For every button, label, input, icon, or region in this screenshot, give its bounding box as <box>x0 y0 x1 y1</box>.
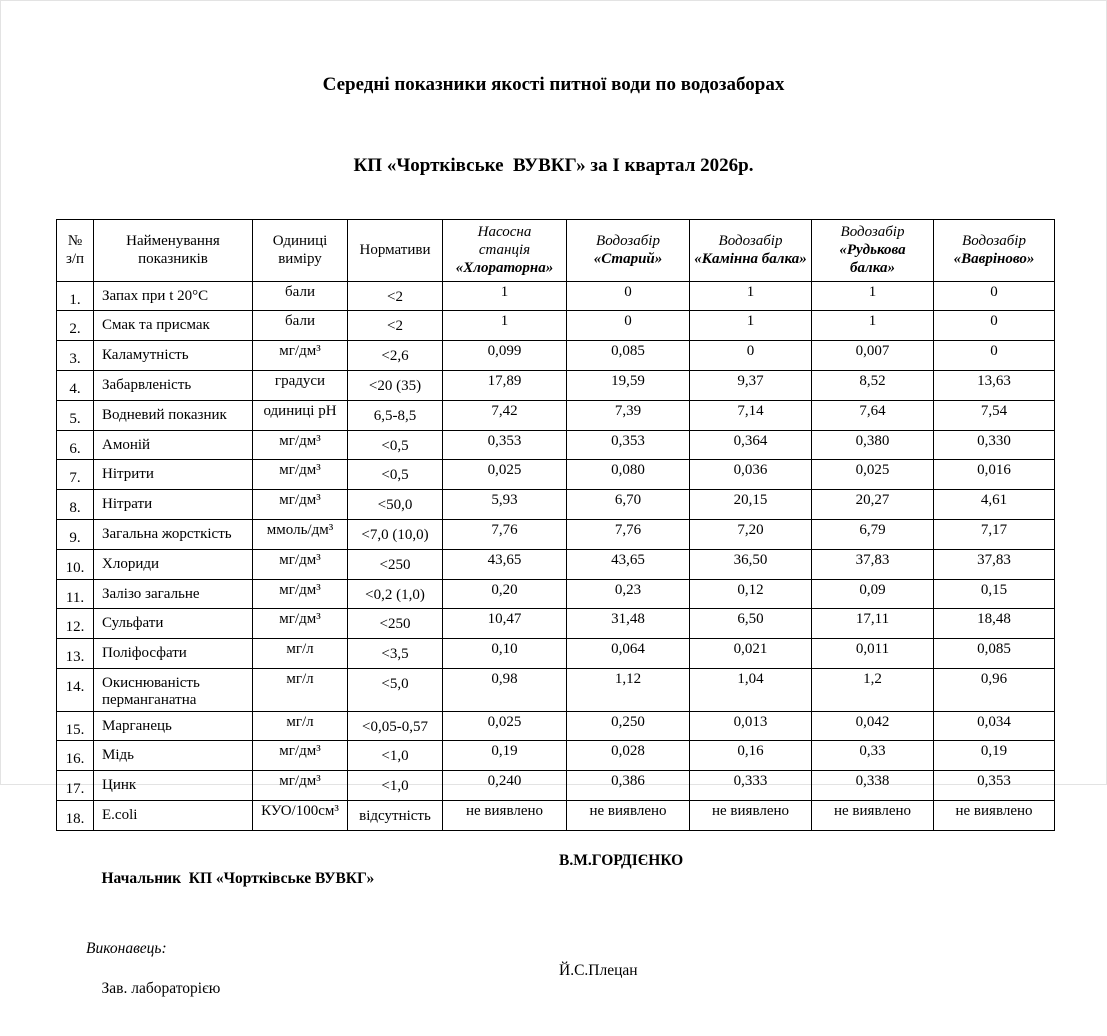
col-header-station-vavrinovo <box>934 219 1055 281</box>
norm-cell: <0,5 <box>348 460 443 490</box>
indicator-name: Нітрати <box>94 490 253 520</box>
value-cell-station-4: 0 <box>934 341 1055 371</box>
value-cell-station-0: 0,20 <box>443 579 567 609</box>
value-cell-station-3: 0,33 <box>812 741 934 771</box>
value-cell-station-4: 18,48 <box>934 609 1055 639</box>
value-cell-station-2: 0,12 <box>690 579 812 609</box>
page-title-line2: КП «Чортківське ВУВКГ» за І квартал 2026р. <box>353 154 754 176</box>
col-header-indicator-name: Найменування показників <box>94 219 253 281</box>
table-header <box>57 219 1055 281</box>
norm-cell: <1,0 <box>348 741 443 771</box>
col-header-number-line2: з/п <box>65 251 85 268</box>
value-cell-station-2: 6,50 <box>690 609 812 639</box>
value-cell-station-2: 7,14 <box>690 400 812 430</box>
value-cell-station-2: не виявлено <box>690 801 812 831</box>
table-row <box>57 801 1055 831</box>
unit-cell: мг/дм³ <box>253 341 348 371</box>
table-row <box>57 311 1055 341</box>
col-header-station-rudkova-balka <box>812 219 934 281</box>
table-body <box>57 281 1055 830</box>
norm-cell: <7,0 (10,0) <box>348 520 443 550</box>
value-cell-station-4: 0,19 <box>934 741 1055 771</box>
value-cell-station-1: 0,23 <box>567 579 690 609</box>
norm-cell: <50,0 <box>348 490 443 520</box>
row-number: 18. <box>57 801 94 831</box>
value-cell-station-2: 0 <box>690 341 812 371</box>
unit-cell: мг/л <box>253 711 348 741</box>
table-row <box>57 400 1055 430</box>
value-cell-station-3: 1 <box>812 311 934 341</box>
row-number: 2. <box>57 311 94 341</box>
indicator-name: Загальна жорсткість <box>94 520 253 550</box>
value-cell-station-3: 0,007 <box>812 341 934 371</box>
value-cell-station-3: 20,27 <box>812 490 934 520</box>
indicator-name: Забарвленість <box>94 371 253 401</box>
value-cell-station-0: 0,025 <box>443 711 567 741</box>
value-cell-station-1: 0,028 <box>567 741 690 771</box>
value-cell-station-1: 7,76 <box>567 520 690 550</box>
table-row <box>57 639 1055 669</box>
row-number: 15. <box>57 711 94 741</box>
table-row <box>57 520 1055 550</box>
value-cell-station-0: 1 <box>443 311 567 341</box>
value-cell-station-4: 7,17 <box>934 520 1055 550</box>
indicator-name: Сульфати <box>94 609 253 639</box>
indicator-name: Мідь <box>94 741 253 771</box>
table-row <box>57 430 1055 460</box>
indicator-name: Марганець <box>94 711 253 741</box>
indicator-name: Запах при t 20°С <box>94 281 253 311</box>
norm-cell: <5,0 <box>348 669 443 712</box>
indicator-name: Амоній <box>94 430 253 460</box>
unit-cell: мг/л <box>253 639 348 669</box>
indicator-name: Водневий показник <box>94 400 253 430</box>
unit-cell: мг/дм³ <box>253 430 348 460</box>
value-cell-station-0: 0,10 <box>443 639 567 669</box>
indicator-name: Окиснюваність перманганатна <box>94 669 253 712</box>
value-cell-station-3: не виявлено <box>812 801 934 831</box>
row-number: 4. <box>57 371 94 401</box>
station-name-label: «Хлораторна» <box>455 260 554 277</box>
value-cell-station-2: 0,364 <box>690 430 812 460</box>
norm-cell: <0,5 <box>348 430 443 460</box>
value-cell-station-4: 0 <box>934 311 1055 341</box>
row-number: 1. <box>57 281 94 311</box>
unit-cell: бали <box>253 311 348 341</box>
norm-cell: <2,6 <box>348 341 443 371</box>
table-row <box>57 771 1055 801</box>
row-number: 6. <box>57 430 94 460</box>
station-name-label: «Старий» <box>593 251 663 268</box>
unit-cell: одиниці рН <box>253 400 348 430</box>
value-cell-station-3: 6,79 <box>812 520 934 550</box>
value-cell-station-1: 0,064 <box>567 639 690 669</box>
indicator-name: Поліфосфати <box>94 639 253 669</box>
table-row <box>57 371 1055 401</box>
value-cell-station-2: 0,013 <box>690 711 812 741</box>
unit-cell: мг/дм³ <box>253 490 348 520</box>
indicator-name: Хлориди <box>94 549 253 579</box>
value-cell-station-2: 1 <box>690 311 812 341</box>
unit-cell: бали <box>253 281 348 311</box>
lab-name: Й.С.Плецан <box>559 961 638 979</box>
value-cell-station-4: 13,63 <box>934 371 1055 401</box>
value-cell-station-4: 4,61 <box>934 490 1055 520</box>
value-cell-station-3: 0,042 <box>812 711 934 741</box>
table-row <box>57 490 1055 520</box>
indicator-name: Каламутність <box>94 341 253 371</box>
value-cell-station-2: 1 <box>690 281 812 311</box>
value-cell-station-4: 0,034 <box>934 711 1055 741</box>
table-row <box>57 549 1055 579</box>
station-name-label: «Вавріново» <box>953 251 1035 268</box>
value-cell-station-0: 1 <box>443 281 567 311</box>
station-type-label: Водозабір <box>962 232 1026 249</box>
value-cell-station-1: 0 <box>567 281 690 311</box>
table-row <box>57 669 1055 712</box>
value-cell-station-1: 0,080 <box>567 460 690 490</box>
table-row <box>57 609 1055 639</box>
value-cell-station-0: не виявлено <box>443 801 567 831</box>
value-cell-station-0: 0,025 <box>443 460 567 490</box>
station-type-label: Водозабір <box>596 232 660 249</box>
value-cell-station-2: 1,04 <box>690 669 812 712</box>
norm-cell: 6,5-8,5 <box>348 400 443 430</box>
value-cell-station-1: 0 <box>567 311 690 341</box>
norm-cell: <0,2 (1,0) <box>348 579 443 609</box>
lab-signature-row <box>86 962 1066 1036</box>
value-cell-station-1: 43,65 <box>567 549 690 579</box>
norm-cell: <250 <box>348 609 443 639</box>
unit-cell: мг/дм³ <box>253 609 348 639</box>
row-number: 8. <box>57 490 94 520</box>
value-cell-station-0: 43,65 <box>443 549 567 579</box>
value-cell-station-4: 0,353 <box>934 771 1055 801</box>
value-cell-station-4: 0 <box>934 281 1055 311</box>
station-type-label: станція <box>478 242 531 259</box>
unit-cell: мг/дм³ <box>253 771 348 801</box>
unit-cell: градуси <box>253 371 348 401</box>
norm-cell: <2 <box>348 281 443 311</box>
value-cell-station-2: 0,333 <box>690 771 812 801</box>
row-number: 7. <box>57 460 94 490</box>
value-cell-station-4: 7,54 <box>934 400 1055 430</box>
value-cell-station-1: 0,085 <box>567 341 690 371</box>
value-cell-station-3: 0,011 <box>812 639 934 669</box>
unit-cell: мг/дм³ <box>253 579 348 609</box>
norm-cell: <250 <box>348 549 443 579</box>
value-cell-station-4: 37,83 <box>934 549 1055 579</box>
col-header-norm: Нормативи <box>348 219 443 281</box>
value-cell-station-4: 0,016 <box>934 460 1055 490</box>
signature-block <box>86 852 1066 1036</box>
value-cell-station-2: 0,036 <box>690 460 812 490</box>
value-cell-station-2: 7,20 <box>690 520 812 550</box>
value-cell-station-3: 0,338 <box>812 771 934 801</box>
executor-label: Виконавець: <box>86 940 167 958</box>
value-cell-station-0: 5,93 <box>443 490 567 520</box>
lab-title-label: Зав. лабораторією <box>101 980 221 998</box>
value-cell-station-2: 9,37 <box>690 371 812 401</box>
water-quality-table <box>56 219 1055 831</box>
norm-cell: відсутність <box>348 801 443 831</box>
value-cell-station-0: 0,98 <box>443 669 567 712</box>
value-cell-station-3: 0,09 <box>812 579 934 609</box>
value-cell-station-1: 19,59 <box>567 371 690 401</box>
value-cell-station-2: 20,15 <box>690 490 812 520</box>
indicator-name: Цинк <box>94 771 253 801</box>
value-cell-station-4: 0,96 <box>934 669 1055 712</box>
unit-cell: мг/дм³ <box>253 549 348 579</box>
value-cell-station-3: 1 <box>812 281 934 311</box>
page-title-line1: Середні показники якості питної води по водозаборах <box>322 73 785 95</box>
value-cell-station-4: 0,15 <box>934 579 1055 609</box>
table-row <box>57 281 1055 311</box>
value-cell-station-1: 0,386 <box>567 771 690 801</box>
value-cell-station-4: 0,085 <box>934 639 1055 669</box>
value-cell-station-1: 1,12 <box>567 669 690 712</box>
value-cell-station-0: 0,353 <box>443 430 567 460</box>
table-row <box>57 741 1055 771</box>
value-cell-station-2: 0,16 <box>690 741 812 771</box>
value-cell-station-1: 0,353 <box>567 430 690 460</box>
value-cell-station-4: 0,330 <box>934 430 1055 460</box>
row-number: 12. <box>57 609 94 639</box>
value-cell-station-1: 7,39 <box>567 400 690 430</box>
unit-cell: мг/л <box>253 669 348 712</box>
value-cell-station-1: 31,48 <box>567 609 690 639</box>
norm-cell: <0,05-0,57 <box>348 711 443 741</box>
col-header-unit: Одиниці виміру <box>253 219 348 281</box>
row-number: 11. <box>57 579 94 609</box>
norm-cell: <1,0 <box>348 771 443 801</box>
unit-cell: мг/дм³ <box>253 741 348 771</box>
station-name-label: «Камінна балка» <box>694 251 807 268</box>
value-cell-station-3: 1,2 <box>812 669 934 712</box>
value-cell-station-3: 37,83 <box>812 549 934 579</box>
value-cell-station-0: 0,099 <box>443 341 567 371</box>
value-cell-station-1: 0,250 <box>567 711 690 741</box>
unit-cell: КУО/100см³ <box>253 801 348 831</box>
table-row <box>57 341 1055 371</box>
row-number: 17. <box>57 771 94 801</box>
row-number: 13. <box>57 639 94 669</box>
value-cell-station-0: 10,47 <box>443 609 567 639</box>
value-cell-station-3: 7,64 <box>812 400 934 430</box>
value-cell-station-0: 0,19 <box>443 741 567 771</box>
unit-cell: ммоль/дм³ <box>253 520 348 550</box>
norm-cell: <20 (35) <box>348 371 443 401</box>
chief-title-label: Начальник КП «Чортківське ВУВКГ» <box>101 870 375 888</box>
row-number: 9. <box>57 520 94 550</box>
value-cell-station-1: 6,70 <box>567 490 690 520</box>
value-cell-station-4: не виявлено <box>934 801 1055 831</box>
value-cell-station-0: 17,89 <box>443 371 567 401</box>
norm-cell: <3,5 <box>348 639 443 669</box>
row-number: 3. <box>57 341 94 371</box>
row-number: 10. <box>57 549 94 579</box>
table-row <box>57 579 1055 609</box>
page-title <box>1 18 1106 207</box>
value-cell-station-3: 8,52 <box>812 371 934 401</box>
value-cell-station-0: 7,42 <box>443 400 567 430</box>
station-name-label: «Рудькова балка» <box>839 242 906 277</box>
row-number: 5. <box>57 400 94 430</box>
row-number: 14. <box>57 669 94 712</box>
station-type-label: Водозабір <box>840 223 905 240</box>
value-cell-station-2: 36,50 <box>690 549 812 579</box>
value-cell-station-0: 0,240 <box>443 771 567 801</box>
chief-signature-row <box>86 852 1066 926</box>
col-header-station-staryi <box>567 219 690 281</box>
indicator-name: E.coli <box>94 801 253 831</box>
table-row <box>57 711 1055 741</box>
value-cell-station-3: 0,380 <box>812 430 934 460</box>
col-header-number <box>57 219 94 281</box>
station-type-label: Водозабір <box>718 232 783 249</box>
value-cell-station-1: не виявлено <box>567 801 690 831</box>
station-type-label: Насосна <box>477 223 532 240</box>
indicator-name: Нітрити <box>94 460 253 490</box>
value-cell-station-3: 0,025 <box>812 460 934 490</box>
value-cell-station-2: 0,021 <box>690 639 812 669</box>
col-header-station-kaminna-balka <box>690 219 812 281</box>
col-header-number-line1: № <box>67 232 83 249</box>
row-number: 16. <box>57 741 94 771</box>
chief-name: В.М.ГОРДІЄНКО <box>559 851 684 869</box>
unit-cell: мг/дм³ <box>253 460 348 490</box>
value-cell-station-3: 17,11 <box>812 609 934 639</box>
indicator-name: Залізо загальне <box>94 579 253 609</box>
value-cell-station-0: 7,76 <box>443 520 567 550</box>
table-row <box>57 460 1055 490</box>
norm-cell: <2 <box>348 311 443 341</box>
col-header-station-khloratorna <box>443 219 567 281</box>
indicator-name: Смак та присмак <box>94 311 253 341</box>
